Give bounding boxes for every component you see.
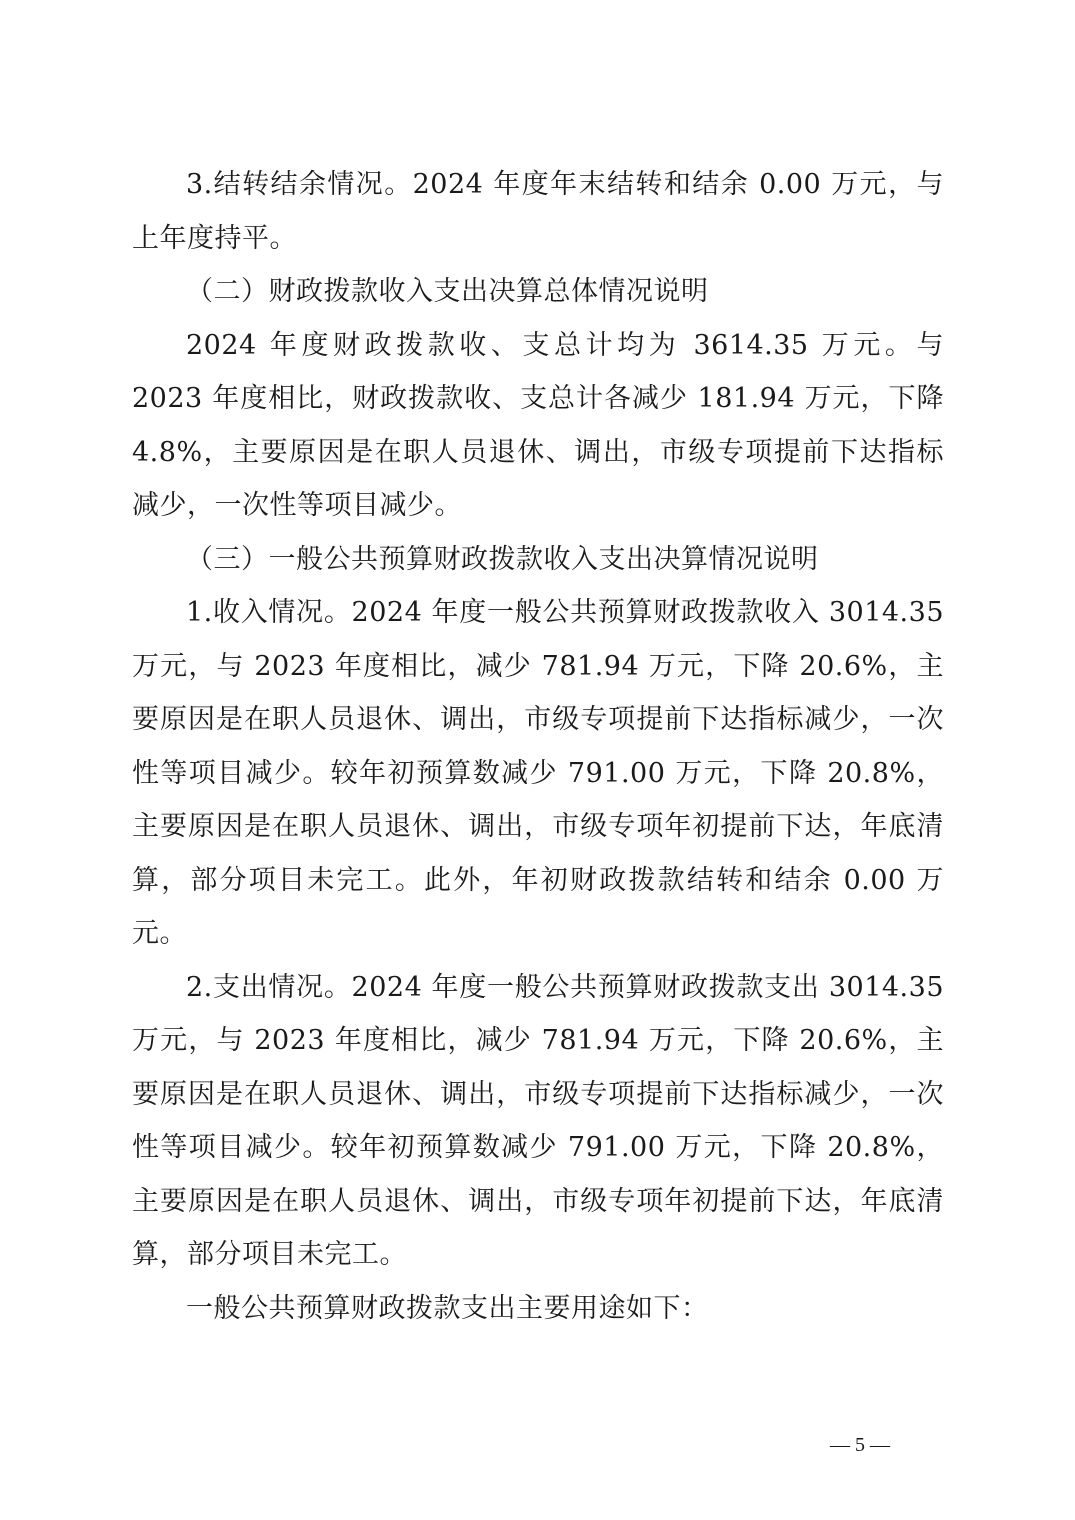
paragraph-expenditure-situation: 2.支出情况。2024 年度一般公共预算财政拨款支出 3014.35 万元，与 2023 年度相比，减少 781.94 万元，下降 20.6%，主要原因是在职人员退休、调出，市级专项提前下达指标减少，一次性等项目减少。较年初预算数减少 791.00 万元，下降 20.8%，主要原因是在职人员退休、调出，市级专项年初提前下达，年底清算，部分项目未完工。 [132, 971, 944, 1270]
paragraph-main-uses-intro: 一般公共预算财政拨款支出主要用途如下： [186, 1292, 709, 1324]
document-body [132, 158, 944, 1335]
paragraph-income-situation: 1.收入情况。2024 年度一般公共预算财政拨款收入 3014.35 万元，与 2023 年度相比，减少 781.94 万元，下降 20.6%，主要原因是在职人员退休、调出，市级专项提前下达指标减少，一次性等项目减少。较年初预算数减少 791.00 万元，下降 20.8%，主要原因是在职人员退休、调出，市级专项年初提前下达，年底清算，部分项目未完工。此外，年初财政拨款结转和结余 0.00 万元。 [132, 597, 944, 949]
page-number: — 5 — [830, 1434, 890, 1456]
paragraph-carryover-balance: 3.结转结余情况。2024 年度年末结转和结余 0.00 万元，与上年度持平。 [132, 169, 944, 254]
section-heading-fiscal-appropriation-overview: （二）财政拨款收入支出决算总体情况说明 [186, 276, 709, 307]
paragraph-fiscal-appropriation-totals: 2024 年度财政拨款收、支总计均为 3614.35 万元。与 2023 年度相比，财政拨款收、支总计各减少 181.94 万元，下降 4.8%，主要原因是在职人员退休、调出，市级专项提前下达指标减少，一次性等项目减少。 [132, 329, 944, 521]
section-heading-general-public-budget: （三）一般公共预算财政拨款收入支出决算情况说明 [186, 543, 819, 575]
